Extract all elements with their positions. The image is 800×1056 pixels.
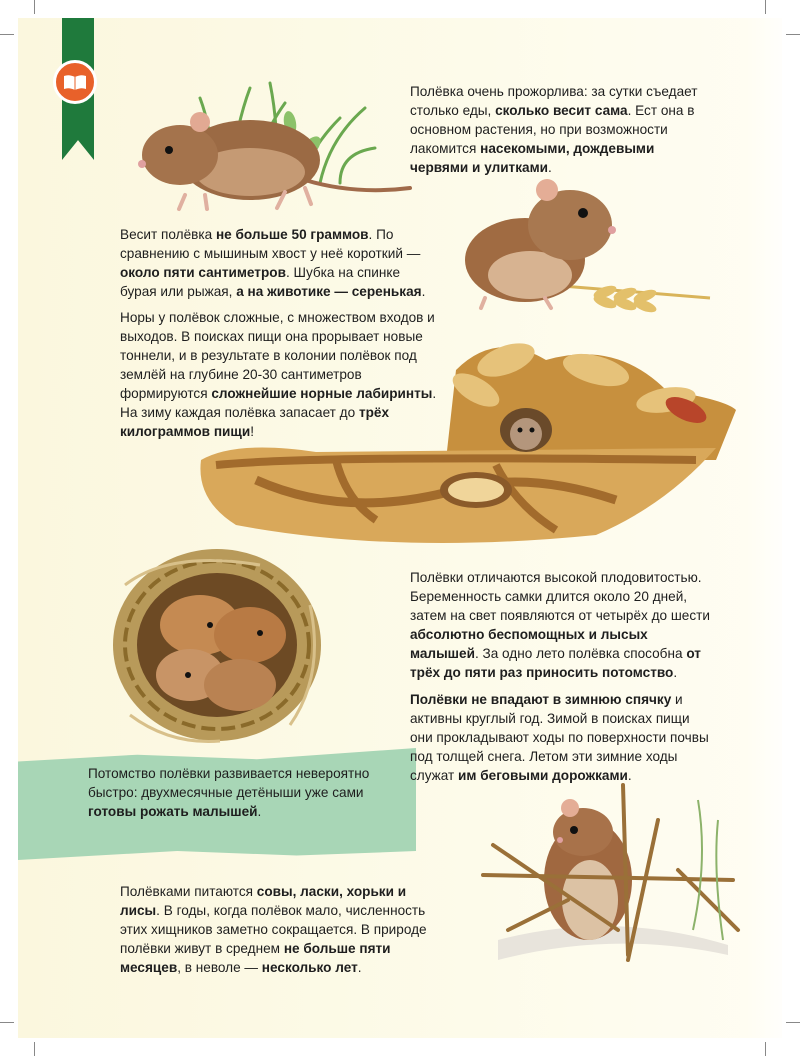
text-run: . Шубка на спинке бурая или рыжая, [120, 265, 401, 299]
bold-text-run: а на животике — серенькая [236, 284, 422, 299]
page-edge-strip [746, 18, 782, 1038]
bold-text-run: абсолютно беспомощных и лысых малышей [410, 627, 648, 661]
bold-text-run: несколько лет [261, 960, 358, 975]
text-run: . [548, 160, 552, 175]
nest-illustration [110, 545, 325, 745]
bold-text-run: им беговыми дорожками [458, 768, 628, 783]
bold-text-run: не больше пяти месяцев [120, 941, 391, 975]
crop-mark [786, 34, 800, 35]
vole-wheat-illustration [455, 180, 720, 320]
text-fertility [410, 568, 710, 682]
crop-mark [0, 1022, 14, 1023]
bold-text-run: сложнейшие норные лабиринты [211, 386, 433, 401]
vole-twigs-illustration [478, 780, 748, 970]
bold-text-run: совы, ласки, хорьки и лисы [120, 884, 407, 918]
text-run: Весит полёвка [120, 227, 216, 242]
bold-text-run: от трёх до пяти раз приносить потомство [410, 646, 701, 680]
text-run: . На зиму каждая полёвка запасает до [120, 386, 437, 420]
crop-mark [765, 0, 766, 14]
bold-text-run: готовы рожать малышей [88, 804, 258, 819]
vole-illustration [125, 100, 415, 215]
crop-mark [34, 0, 35, 14]
bold-text-run: около пяти сантиметров [120, 265, 286, 280]
text-appetite [410, 82, 708, 177]
text-run: , в неволе — [177, 960, 262, 975]
text-run: . [627, 768, 632, 783]
text-run: Потомство полёвки развивается невероятно быстро: двухмесячные детёныши уже сами [88, 766, 370, 800]
text-run: Полёвками питаются [120, 884, 257, 899]
text-weight [120, 225, 438, 301]
bold-text-run: Полёвки не впадают в зимнюю спячку [410, 692, 672, 707]
text-run: Полёвки отличаются высокой плодовитостью. Беременность самки длится около 20 дней, затем на свет появляются от четырёх до шести [410, 570, 710, 623]
text-run: . [421, 284, 426, 299]
text-run: . [357, 960, 362, 975]
text-run: . В годы, когда полёвок мало, численность этих хищников заметно сокращается. В природе полёвки живут в среднем [120, 903, 427, 956]
text-run: Норы у полёвок сложные, с множеством входов и выходов. В поисках пищи она прорывает новые тоннели, и в результате в колонии полёвок под землёй на глубине 20-30 сантиметров формируются [120, 310, 435, 401]
text-run: . [673, 665, 678, 680]
bold-text-run: сколько весит сама [495, 103, 628, 118]
text-winter [410, 690, 710, 785]
bold-text-run: насекомыми, дождевыми червями и улитками [410, 141, 655, 175]
text-burrows [120, 308, 438, 441]
text-run: . [257, 804, 262, 819]
bold-text-run: трёх килограммов пищи [120, 405, 390, 439]
text-run: . По сравнению с мышиным хвост у неё короткий — [120, 227, 421, 261]
text-offspring [88, 764, 388, 821]
text-run: ! [250, 424, 254, 439]
crop-mark [765, 1042, 766, 1056]
crop-mark [0, 34, 14, 35]
text-run: . Ест она в основном растения, но при возможности лакомится [410, 103, 695, 156]
bold-text-run: не больше 50 граммов [215, 227, 369, 242]
text-run: Полёвка очень прожорлива: за сутки съедает столько еды, [410, 84, 698, 118]
crop-mark [786, 1022, 800, 1023]
open-book-icon [53, 60, 97, 104]
text-predators [120, 882, 440, 977]
text-run: . За одно лето полёвка способна [474, 646, 687, 661]
crop-mark [34, 1042, 35, 1056]
text-run: и активны круглый год. Зимой в поисках пищи они прокладывают ходы по поверхности почвы под толщей снега. Летом эти зимние ходы служат [410, 692, 709, 783]
